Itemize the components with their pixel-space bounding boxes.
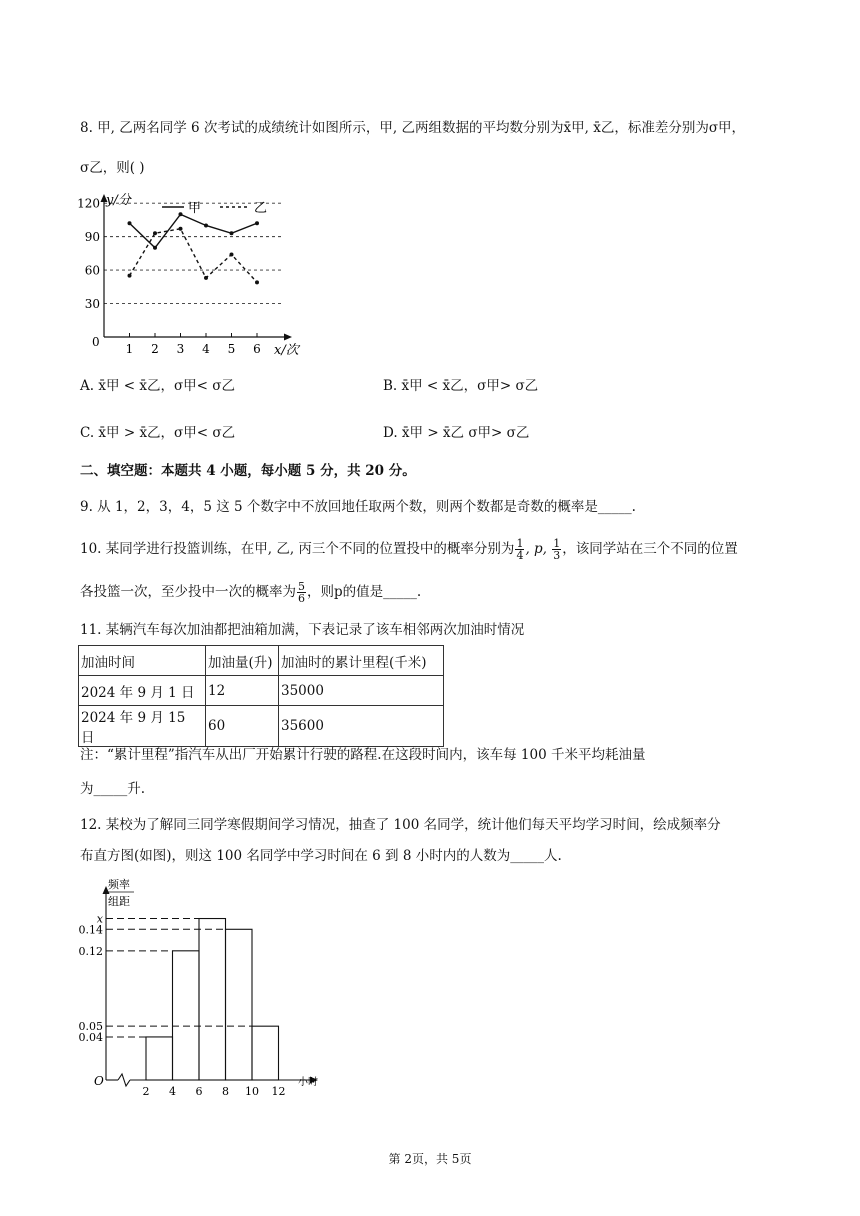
page-footer: 第 2页，共 5页 bbox=[388, 1152, 472, 1166]
data-point bbox=[255, 221, 259, 225]
q10-text-c: 各投篮一次，至少投中一次的概率为 bbox=[80, 584, 296, 600]
table-header-cell: 加油时的累计里程(千米) bbox=[279, 646, 444, 676]
histogram-bar bbox=[146, 1037, 173, 1080]
x-tick-label: 2 bbox=[151, 342, 159, 356]
series-line-jia bbox=[130, 214, 258, 247]
histogram-bar bbox=[199, 919, 226, 1080]
x-tick-label: 8 bbox=[222, 1085, 229, 1098]
table-cell: 2024 年 9 月 1 日 bbox=[79, 676, 206, 706]
table-header-cell: 加油量(升) bbox=[206, 646, 279, 676]
table-cell: 35600 bbox=[279, 706, 444, 747]
x-tick-label: 5 bbox=[227, 342, 236, 356]
data-point bbox=[204, 223, 208, 227]
x-tick-label: 12 bbox=[271, 1085, 286, 1098]
x-tick-label: 1 bbox=[125, 342, 134, 356]
fraction-1-3 bbox=[552, 538, 561, 561]
q10-text-mid: , p, bbox=[525, 541, 552, 557]
frac-den: 6 bbox=[298, 592, 305, 605]
score-line-chart bbox=[78, 186, 318, 361]
x-tick-label: 6 bbox=[195, 1085, 203, 1098]
data-point bbox=[128, 274, 132, 278]
data-point bbox=[255, 280, 259, 284]
y-tick-label: x bbox=[96, 912, 103, 926]
data-point bbox=[230, 231, 234, 235]
table-header-row bbox=[79, 646, 444, 676]
q8-stem-line1: 8. 甲, 乙两名同学 6 次考试的成绩统计如图所示，甲, 乙两组数据的平均数分别为x̄甲, x̄乙，标准差分别为σ甲， bbox=[80, 120, 746, 136]
x-tick-label: 3 bbox=[176, 342, 185, 356]
x-axis-arrow bbox=[284, 334, 292, 341]
fraction-1-4 bbox=[515, 538, 524, 561]
q10-stem-line1 bbox=[80, 535, 738, 563]
legend-label-jia: 甲 bbox=[188, 201, 202, 216]
y-axis-label: y/分 bbox=[106, 193, 131, 208]
q10-text-a: 10. 某同学进行投篮训练，在甲, 乙, 丙三个不同的位置投中的概率分别为 bbox=[80, 541, 515, 557]
table-row bbox=[79, 706, 444, 747]
y-tick-label: 0.14 bbox=[78, 923, 103, 937]
study-time-histogram bbox=[78, 876, 338, 1098]
data-point bbox=[128, 221, 132, 225]
table-cell: 60 bbox=[206, 706, 279, 747]
q11-note-line1: 注：“累计里程”指汽车从出厂开始累计行驶的路程.在这段时间内，该车每 100 千米平均耗油量 bbox=[80, 747, 646, 763]
frac-num: 5 bbox=[298, 580, 305, 593]
frac-den: 3 bbox=[553, 549, 561, 562]
data-point bbox=[204, 276, 208, 280]
origin-label: 0 bbox=[92, 335, 100, 349]
q11-stem: 11. 某辆汽车每次加油都把油箱加满，下表记录了该车相邻两次加油时情况 bbox=[80, 622, 525, 638]
axis-break-icon bbox=[118, 1074, 130, 1086]
q8-option-a[interactable]: A. x̄甲 < x̄乙，σ甲< σ乙 bbox=[80, 378, 235, 394]
q12-stem-line2: 布直方图(如图)，则这 100 名同学中学习时间在 6 到 8 小时内的人数为_____人. bbox=[80, 848, 562, 864]
q8-option-c[interactable]: C. x̄甲 > x̄乙，σ甲< σ乙 bbox=[80, 425, 236, 441]
y-tick-label: 30 bbox=[84, 297, 100, 312]
x-tick-label: 2 bbox=[142, 1085, 150, 1098]
x-axis-label: 小时 bbox=[298, 1077, 318, 1088]
table-header-cell: 加油时间 bbox=[79, 646, 206, 676]
fraction-5-6 bbox=[297, 581, 306, 604]
frac-num: 1 bbox=[516, 537, 524, 550]
q11-note-line2: 为_____升. bbox=[80, 781, 146, 797]
frac-den: 4 bbox=[516, 549, 524, 562]
frac-num: 1 bbox=[553, 537, 561, 550]
table-cell: 35000 bbox=[279, 676, 444, 706]
x-tick-label: 10 bbox=[245, 1085, 259, 1098]
table-cell: 2024 年 9 月 15 日 bbox=[79, 706, 206, 747]
histogram-bar bbox=[226, 929, 253, 1080]
histogram-bar bbox=[173, 951, 200, 1080]
y-label-bottom: 组距 bbox=[108, 895, 130, 908]
table-row bbox=[79, 676, 444, 706]
y-tick-label: 0.12 bbox=[78, 944, 103, 958]
data-point bbox=[153, 231, 157, 235]
q8-option-b[interactable]: B. x̄甲 < x̄乙，σ甲> σ乙 bbox=[383, 378, 539, 394]
histogram-bar bbox=[252, 1026, 279, 1080]
data-point bbox=[179, 227, 183, 231]
y-tick-label: 0.04 bbox=[78, 1030, 103, 1044]
q10-stem-line2 bbox=[80, 578, 421, 606]
y-label-top: 频率 bbox=[108, 878, 130, 891]
refuel-table bbox=[78, 645, 444, 747]
q8-option-d[interactable]: D. x̄甲 > x̄乙 σ甲> σ乙 bbox=[383, 425, 530, 441]
x-tick-label: 4 bbox=[169, 1085, 176, 1098]
x-tick-label: 6 bbox=[253, 342, 261, 356]
section-fill-in-header: 二、填空题：本题共 4 小题，每小题 5 分，共 20 分。 bbox=[80, 463, 416, 479]
y-tick-label: 90 bbox=[84, 230, 100, 245]
y-tick-label: 120 bbox=[77, 196, 100, 211]
data-point bbox=[153, 246, 157, 250]
q8-stem-line2: σ乙，则( ) bbox=[80, 160, 145, 176]
x-tick-label: 4 bbox=[202, 342, 210, 356]
q9-stem: 9. 从 1，2，3，4，5 这 5 个数字中不放回地任取两个数，则两个数都是奇数的概率是_____. bbox=[80, 499, 636, 515]
q12-stem-line1: 12. 某校为了解同三同学寒假期间学习情况，抽查了 100 名同学，统计他们每天平均学习时间，绘成频率分 bbox=[80, 817, 721, 833]
x-axis-label: x/次 bbox=[274, 343, 299, 358]
data-point bbox=[230, 252, 234, 256]
legend-label-yi: 乙 bbox=[254, 201, 268, 216]
data-point bbox=[179, 212, 183, 216]
q10-text-d: ，则p的值是_____. bbox=[307, 584, 422, 600]
table-cell: 12 bbox=[206, 676, 279, 706]
y-tick-label: 60 bbox=[84, 263, 100, 278]
q10-text-b: ，该同学站在三个不同的位置 bbox=[562, 541, 738, 557]
y-tick-label: 0.05 bbox=[78, 1020, 103, 1034]
origin-label: O bbox=[94, 1074, 104, 1088]
